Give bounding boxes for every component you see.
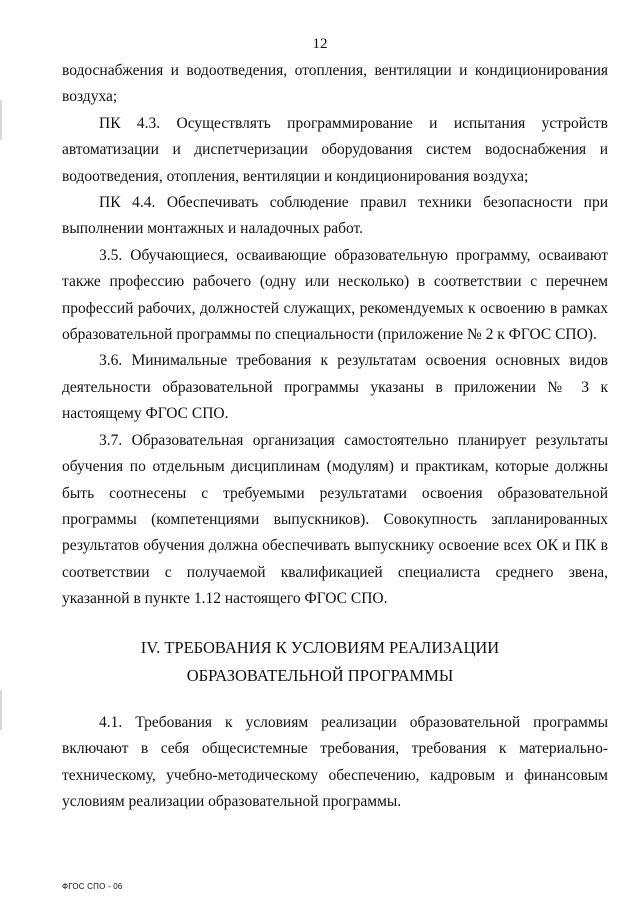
paragraph-3-7: 3.7. Образовательная организация самостоятельно планирует результаты обучения по отдельным дисциплинам (модулям) и практикам, которые должны быть соотнесены с требуемыми результатами освоения образовательной программы (компетенциями выпускников). Совокупность запланированных результатов обучения должна обеспечивать выпускнику освоение всех ОК и ПК в соответствии с получаемой квалификацией специалиста среднего звена, указанной в пункте 1.12 настоящего ФГОС СПО. — [62, 431, 608, 608]
page-number: 12 — [312, 36, 328, 52]
scan-edge-mark — [0, 100, 2, 140]
scan-edge-mark — [0, 690, 2, 730]
paragraph-3-6: 3.6. Минимальные требования к результатам освоения основных видов деятельности образовательной программы указаны в приложении № 3 к настоящему ФГОС СПО. — [62, 352, 608, 423]
section-heading-line-1: IV. ТРЕБОВАНИЯ К УСЛОВИЯМ РЕАЛИЗАЦИИ — [140, 638, 500, 657]
document-body — [62, 58, 608, 613]
section-heading — [0, 634, 640, 690]
paragraph-continuation: водоснабжения и водоотведения, отопления, вентиляции и кондиционирования воздуха; — [62, 62, 608, 106]
footer-label: ФГОС СПО - 06 — [62, 882, 123, 891]
paragraph-4-1: 4.1. Требования к условиям реализации образовательной программы включают в себя общесистемные требования, требования к материально-техническому, учебно-методическому обеспечению, кадровым и финансовым условиям реализации образовательной программы. — [62, 714, 608, 811]
paragraph-pk-4-4: ПК 4.4. Обеспечивать соблюдение правил техники безопасности при выполнении монтажных и наладочных работ. — [62, 194, 608, 238]
section-body — [62, 710, 608, 816]
paragraph-3-5: 3.5. Обучающиеся, осваивающие образовательную программу, осваивают также профессию рабочего (одну или несколько) в соответствии с перечнем профессий рабочих, должностей служащих, рекомендуемых к освоению в рамках образовательной программы по специальности (приложение № 2 к ФГОС СПО). — [62, 246, 608, 344]
paragraph-pk-4-3: ПК 4.3. Осуществлять программирование и испытания устройств автоматизации и диспетчеризации оборудования систем водоснабжения и водоотведения, отопления, вентиляции и кондиционирования воздуха; — [62, 114, 608, 185]
section-heading-line-2: ОБРАЗОВАТЕЛЬНОЙ ПРОГРАММЫ — [186, 666, 454, 685]
